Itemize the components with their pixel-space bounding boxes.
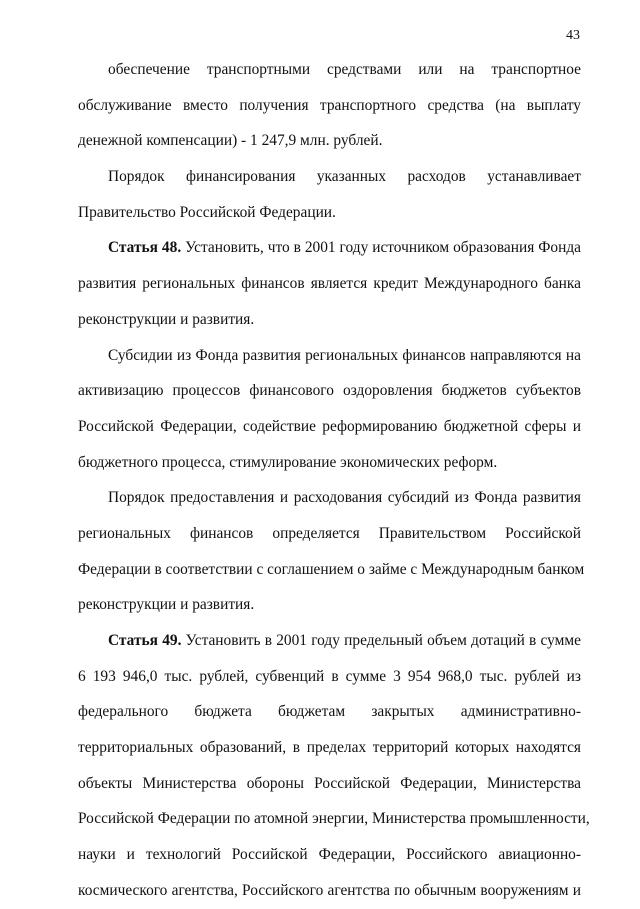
line-text: территориальных образований, в пределах территорий которых находятся — [78, 739, 581, 757]
line-text: Субсидии из Фонда развития региональных финансов направляются на — [108, 346, 581, 364]
line-text: Российской Федерации, содействие реформированию бюджетной сферы и — [78, 417, 581, 435]
line-text: 6 193 946,0 тыс. рублей, субвенций в сумме 3 954 968,0 тыс. рублей из — [78, 667, 581, 685]
text-line — [78, 516, 581, 552]
line-text: обеспечение транспортными средствами или на транспортное — [108, 61, 581, 78]
text-line — [78, 837, 581, 873]
text-line — [78, 88, 581, 124]
line-text: Порядок предоставления и расходования субсидий из Фонда развития — [108, 489, 581, 507]
article-heading: Статья 49. — [108, 632, 182, 649]
text-line — [78, 623, 581, 659]
line-text: науки и технологий Российской Федерации, Российского авиационно- — [78, 846, 581, 864]
text-line — [78, 552, 585, 588]
text-line — [78, 445, 581, 481]
line-text: денежной компенсации) - 1 247,9 млн. рублей. — [78, 132, 383, 150]
text-line — [78, 266, 581, 302]
text-line — [78, 373, 581, 409]
text-line — [78, 587, 581, 623]
line-text: региональных финансов определяется Правительством Российской — [78, 524, 581, 542]
line-text: обслуживание вместо получения транспортного средства (на выплату — [78, 96, 581, 114]
text-line — [78, 52, 581, 88]
line-text: Правительство Российской Федерации. — [78, 203, 336, 221]
text-line — [78, 302, 581, 338]
line-text: объекты Министерства обороны Российской Федерации, Министерства — [78, 774, 581, 792]
line-text: Порядок финансирования указанных расходов устанавливает — [108, 168, 581, 186]
article-heading: Статья 48. — [108, 239, 182, 257]
line-text: реконструкции и развития. — [78, 310, 255, 328]
line-text: бюджетного процесса, стимулирование экономических реформ. — [78, 453, 498, 471]
body-text — [78, 52, 590, 909]
page-number: 43 — [566, 28, 580, 43]
line-text: Федерации в соответствии с соглашением о займе с Международным банком — [78, 560, 585, 578]
line-text: космического агентства, Российского агентства по обычным вооружениям и — [78, 881, 581, 899]
text-line — [78, 338, 581, 374]
line-text: Установить, что в 2001 году источником образования Фонда — [181, 239, 581, 257]
line-text: Российской Федерации по атомной энергии, Министерства промышленности, — [78, 810, 590, 828]
text-line — [78, 873, 581, 909]
text-line — [78, 195, 581, 231]
text-line — [78, 659, 581, 695]
line-text: Установить в 2001 году предельный объем дотаций в сумме — [181, 632, 581, 649]
text-line — [78, 480, 581, 516]
text-line — [78, 694, 581, 730]
line-text: федерального бюджета бюджетам закрытых административно- — [78, 703, 581, 721]
text-line — [78, 766, 581, 802]
text-line — [78, 230, 581, 266]
text-line — [78, 801, 590, 837]
line-text: реконструкции и развития. — [78, 596, 255, 614]
text-line — [78, 159, 581, 195]
text-line — [78, 730, 581, 766]
text-line — [78, 123, 581, 159]
line-text: активизацию процессов финансового оздоровления бюджетов субъектов — [78, 382, 581, 400]
text-line — [78, 409, 581, 445]
line-text: развития региональных финансов является кредит Международного банка — [78, 275, 581, 293]
